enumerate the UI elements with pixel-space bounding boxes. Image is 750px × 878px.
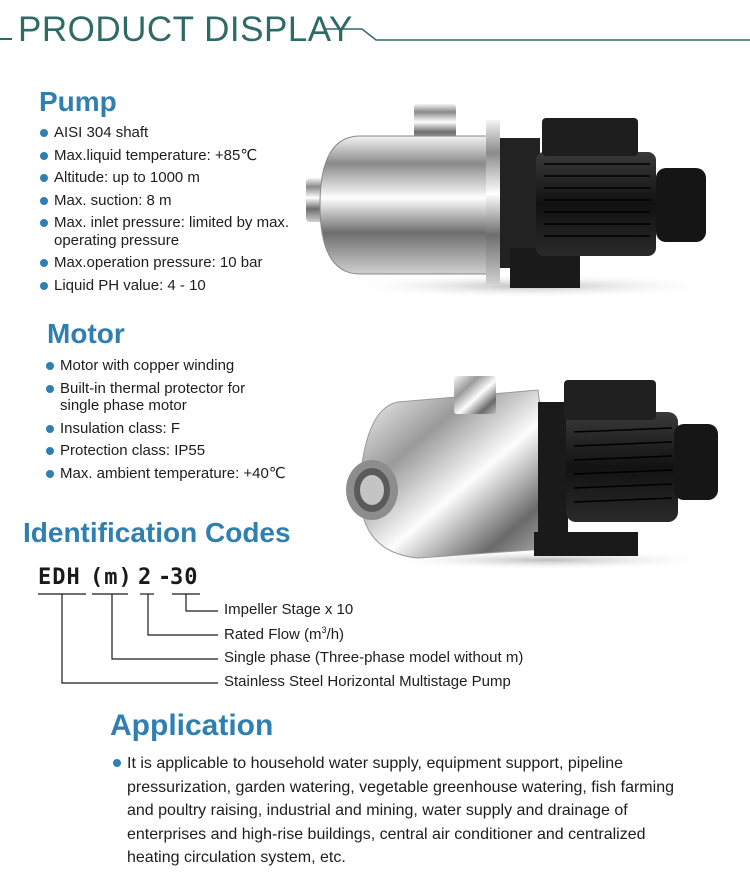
list-item: Max.liquid temperature: +85℃: [39, 147, 309, 165]
application-text: It is applicable to household water supply, equipment support, pipeline pressurization, garden watering, vegetable greenhouse watering, fish farming and poultry raising, industrial and mining, water supply and drainage of enterprises and high-rise buildings, central air conditioner and centralized heating circulation system, etc.: [127, 755, 674, 866]
pump-heading: Pump: [39, 86, 117, 117]
code-flow: 2: [138, 565, 153, 590]
code-phase: (m): [90, 565, 133, 590]
code-label-phase: Single phase (Three-phase model without m): [224, 649, 524, 666]
list-item: Insulation class: F: [45, 420, 335, 438]
list-item: Max. suction: 8 m: [39, 192, 309, 210]
code-stage: 30: [170, 565, 199, 590]
list-item: Built-in thermal protector for single phase motor: [45, 380, 280, 415]
page-title: PRODUCT DISPLAY: [18, 10, 353, 49]
application-heading: Application: [110, 709, 274, 742]
code-series: EDH: [38, 565, 81, 590]
code-label-stage: Impeller Stage x 10: [224, 601, 354, 618]
list-item: Motor with copper winding: [45, 357, 335, 375]
bullet-icon: [113, 759, 121, 767]
list-item: Altitude: up to 1000 m: [39, 169, 309, 187]
list-item: Max. inlet pressure: limited by max. operating pressure: [39, 214, 309, 249]
motor-heading: Motor: [47, 318, 125, 349]
code-label-flow: Rated Flow $(m^3/h)$: [224, 625, 345, 643]
identification-heading: Identification Codes: [23, 517, 291, 548]
list-item: AISI 304 shaft: [39, 124, 309, 142]
list-item: Max. ambient temperature: +40℃: [45, 465, 335, 483]
code-label-type: Stainless Steel Horizontal Multistage Pump: [224, 673, 511, 690]
list-item: Protection class: IP55: [45, 442, 335, 460]
list-item: Liquid PH value: 4 - 10: [39, 277, 309, 295]
list-item: Max.operation pressure: 10 bar: [39, 254, 309, 272]
code-dash: -: [158, 565, 173, 590]
